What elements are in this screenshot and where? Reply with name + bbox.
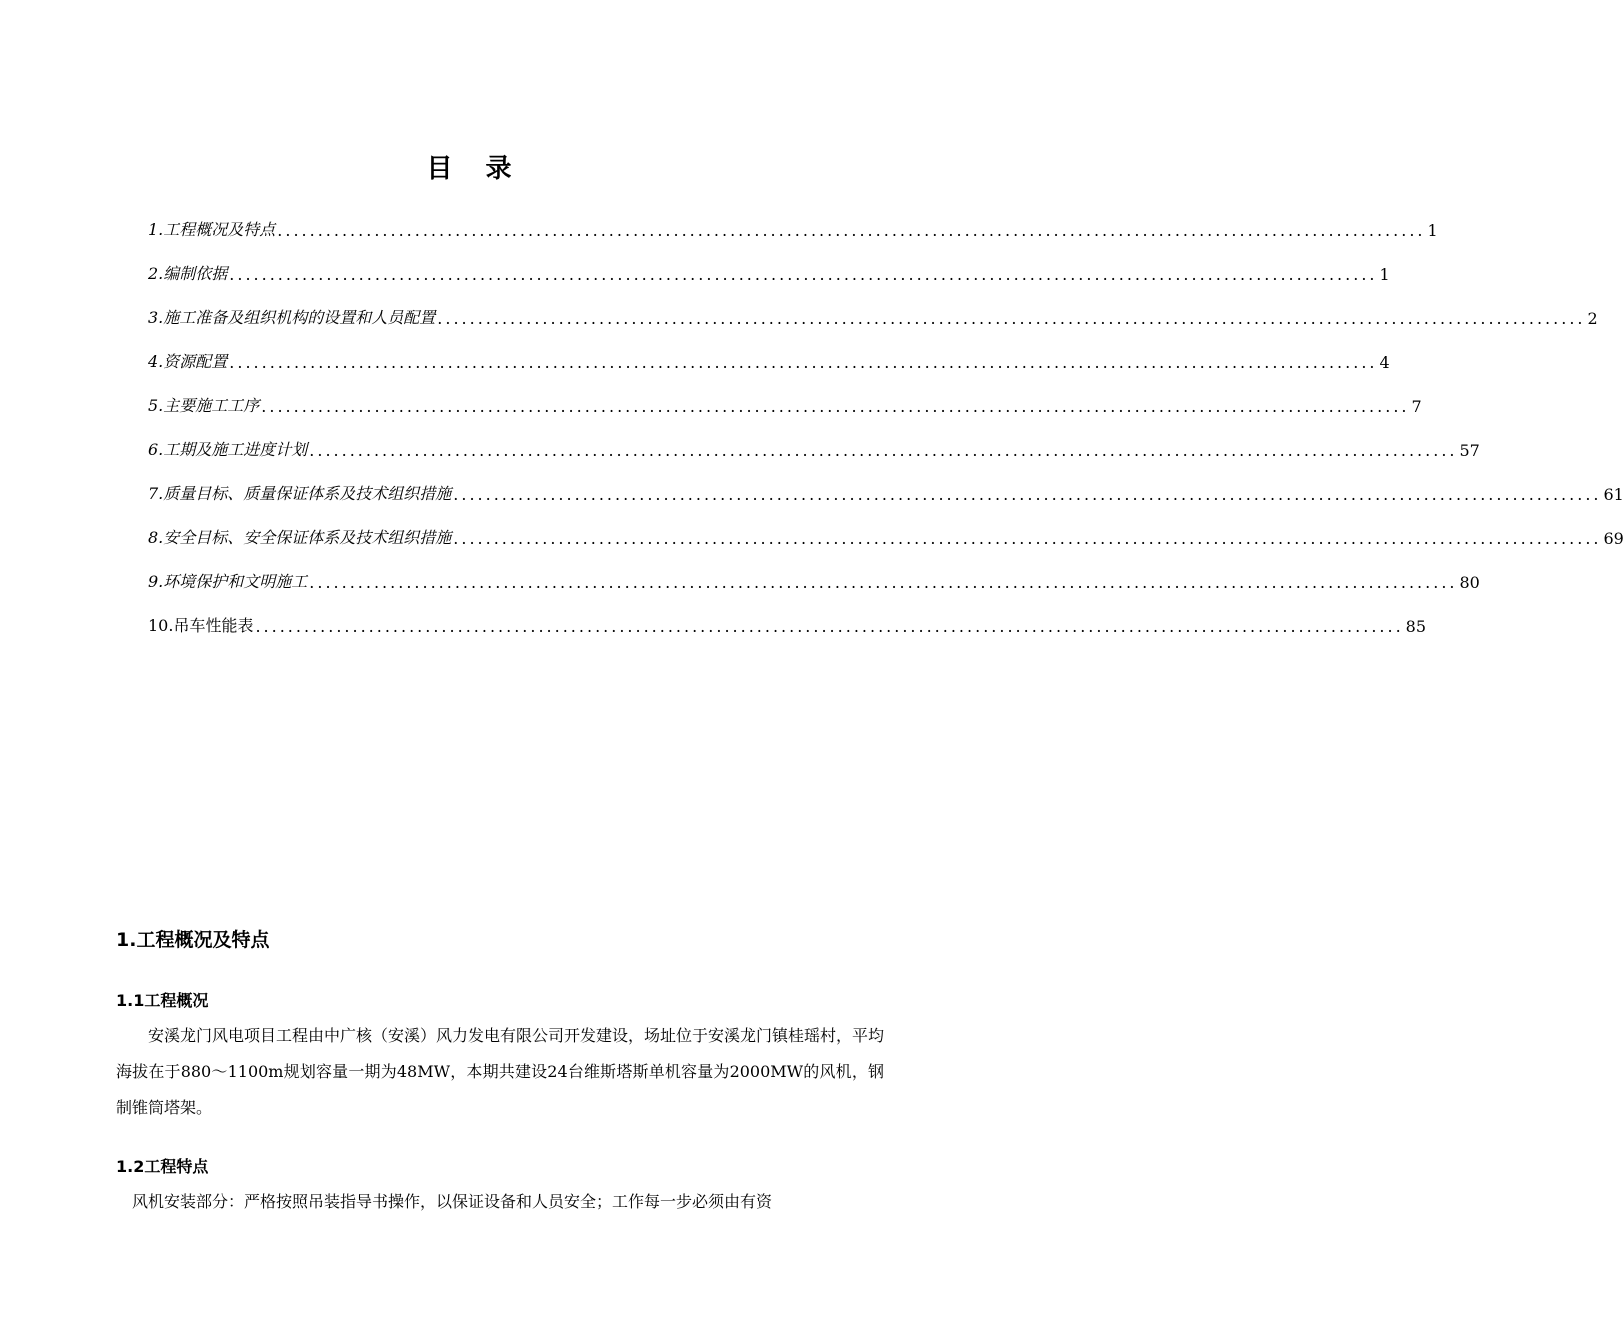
toc-entry-page: 1 bbox=[1427, 221, 1438, 240]
subsection-heading: 1.2工程特点 bbox=[116, 1157, 209, 1176]
toc-entry[interactable] bbox=[148, 372, 1422, 416]
toc-entry[interactable] bbox=[148, 592, 1427, 636]
toc-dot-leader: .............................................................................................................................................. bbox=[255, 617, 1404, 636]
toc-entry[interactable] bbox=[148, 504, 1624, 548]
section-heading: 1.工程概况及特点 bbox=[116, 929, 270, 951]
toc-dot-leader: .............................................................................................................................................. bbox=[277, 221, 1426, 240]
body-paragraph: 安溪龙门风电项目工程由中广核（安溪）风力发电有限公司开发建设，场址位于安溪龙门镇桂瑶村，平均海拔在于880～1100m规划容量一期为48MW，本期共建设24台维斯塔斯单机容量为2000MW的风机，钢制锥筒塔架。 bbox=[116, 1026, 885, 1117]
toc-entry[interactable] bbox=[148, 460, 1624, 504]
toc-title: 目 录 bbox=[426, 154, 524, 184]
toc-entry-label: 5.主要施工工序 bbox=[148, 396, 260, 415]
toc-dot-leader: .............................................................................................................................................. bbox=[453, 529, 1602, 548]
toc-entry-page: 7 bbox=[1411, 397, 1422, 416]
toc-entry-page: 2 bbox=[1587, 309, 1598, 328]
toc-dot-leader: .............................................................................................................................................. bbox=[453, 485, 1602, 504]
toc-entry[interactable] bbox=[148, 284, 1598, 328]
toc-entry[interactable] bbox=[148, 196, 1438, 240]
toc-entry-label: 4.资源配置 bbox=[148, 352, 228, 371]
table-of-contents bbox=[148, 196, 1624, 636]
toc-dot-leader: .............................................................................................................................................. bbox=[309, 573, 1458, 592]
toc-entry-page: 57 bbox=[1459, 441, 1480, 460]
toc-entry-label: 8.安全目标、安全保证体系及技术组织措施 bbox=[148, 528, 452, 547]
toc-entry-label: 3.施工准备及组织机构的设置和人员配置 bbox=[148, 308, 436, 327]
toc-entry[interactable] bbox=[148, 416, 1480, 460]
toc-entry-page: 69 bbox=[1603, 529, 1624, 548]
toc-entry[interactable] bbox=[148, 240, 1390, 284]
body-paragraph: 风机安装部分：严格按照吊装指导书操作，以保证设备和人员安全；工作每一步必须由有资 bbox=[132, 1192, 773, 1211]
subsection-heading: 1.1工程概况 bbox=[116, 991, 209, 1010]
toc-entry-label: 6.工期及施工进度计划 bbox=[148, 440, 308, 459]
toc-dot-leader: .............................................................................................................................................. bbox=[229, 353, 1378, 372]
toc-entry-page: 4 bbox=[1379, 353, 1390, 372]
toc-entry-label: 1.工程概况及特点 bbox=[148, 220, 276, 239]
toc-dot-leader: .............................................................................................................................................. bbox=[261, 397, 1410, 416]
toc-entry-label: 10.吊车性能表 bbox=[148, 616, 254, 635]
toc-dot-leader: .............................................................................................................................................. bbox=[229, 265, 1378, 284]
toc-entry-label: 7.质量目标、质量保证体系及技术组织措施 bbox=[148, 484, 452, 503]
toc-entry-label: 2.编制依据 bbox=[148, 264, 228, 283]
toc-entry[interactable] bbox=[148, 548, 1480, 592]
toc-entry-page: 85 bbox=[1405, 617, 1427, 636]
toc-dot-leader: .............................................................................................................................................. bbox=[309, 441, 1458, 460]
toc-entry-page: 61 bbox=[1603, 485, 1624, 504]
toc-dot-leader: .............................................................................................................................................. bbox=[437, 309, 1586, 328]
toc-entry-page: 80 bbox=[1459, 573, 1480, 592]
toc-entry[interactable] bbox=[148, 328, 1390, 372]
toc-entry-page: 1 bbox=[1379, 265, 1390, 284]
toc-entry-label: 9.环境保护和文明施工 bbox=[148, 572, 308, 591]
